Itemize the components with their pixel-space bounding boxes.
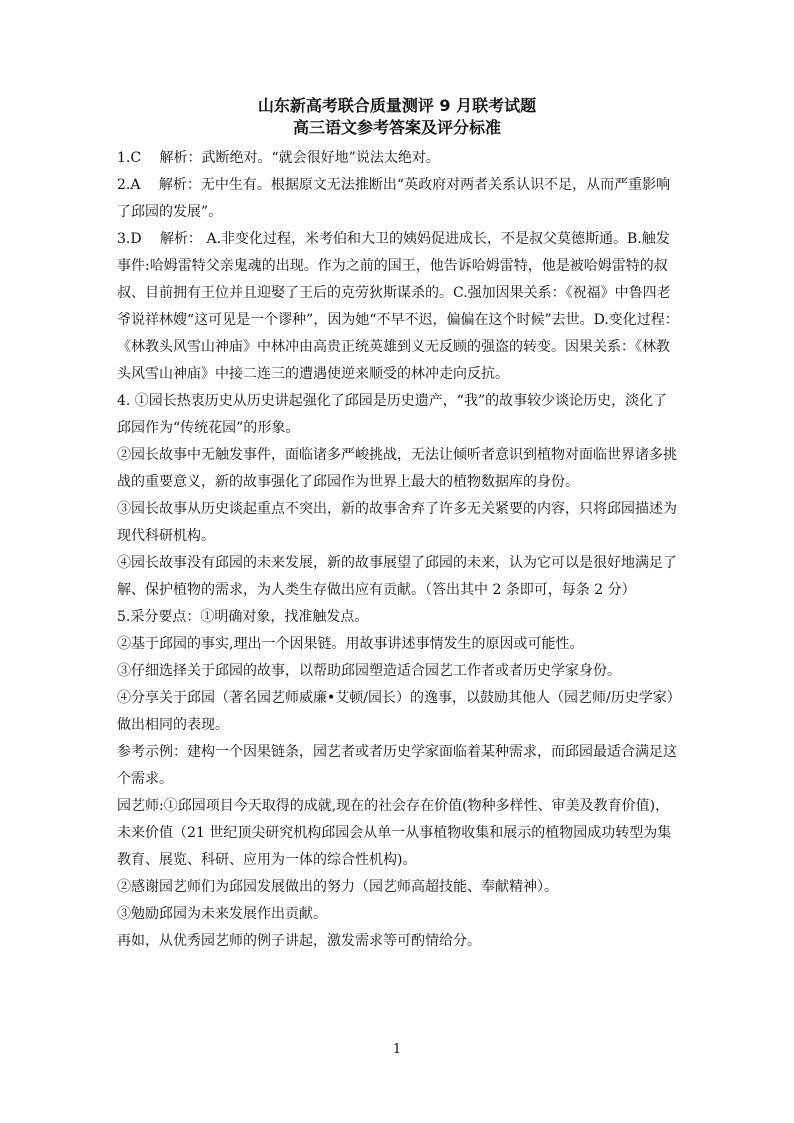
answer-2: 2.A 解析：无中生有。根据原文无法推断出“英政府对两者关系认识不足，从而严重影响了邱园的发展”。 xyxy=(117,177,671,220)
gardener-point-3: ③勉励邱园为未来发展作出贡献。 xyxy=(117,906,327,922)
alternative-note: 再如，从优秀园艺师的例子讲起，激发需求等可酌情给分。 xyxy=(117,933,481,949)
answer-3: 3.D 解析： A.非变化过程，米考伯和大卫的姨妈促进成长，不是叔父莫德斯通。B.触发事件:哈姆雷特父亲鬼魂的出现。作为之前的国王，他告诉哈姆雷特，他是被哈姆雷特的叔叔、目前拥有王位并且迎娶了王后的克劳狄斯谋杀的。C.强加因果关系：《祝福》中鲁四老爷说祥林嫂“这可见是一个谬种”，因为她“不早不迟，偏偏在这个时候”去世。D.变化过程：《林教头风雪山神庙》中林冲由高贵正统英雄到义无反顾的强盗的转变。因果关系：《林教头风雪山神庙》中接二连三的遭遇使逆来顺受的林冲走向反抗。 xyxy=(117,231,679,382)
gardener-point-1: 园艺师:①邱园项目今天取得的成就,现在的社会存在价值(物种多样性、审美及教育价值)，未来价值（21 世纪顶尖研究机构邱园会从单一从事植物收集和展示的植物园成功转型为集教育、展览、科研、应用为一体的综合性机构)。 xyxy=(117,798,672,868)
gardener-point-2: ②感谢园艺师们为邱园发展做出的努力（园艺师高超技能、奉献精神）。 xyxy=(117,879,558,895)
answer-5-point-3: ③仔细选择关于邱园的故事，以帮助邱园塑造适合园艺工作者或者历史学家身份。 xyxy=(117,663,621,679)
answer-5-point-2: ②基于邱园的事实,理出一个因果链。用故事讲述事情发生的原因或可能性。 xyxy=(117,636,584,652)
reference-example: 参考示例：建构一个因果链条，园艺者或者历史学家面临着某种需求，而邱园最适合满足这个需求。 xyxy=(117,744,677,787)
answer-5-point-4: ④分享关于邱园（著名园艺师威廉•艾顿/园长）的逸事，以鼓励其他人（园艺师/历史学家）做出相同的表现。 xyxy=(117,690,674,733)
answer-4-point-3: ③园长故事从历史谈起重点不突出，新的故事舍弃了许多无关紧要的内容，只将邱园描述为现代科研机构。 xyxy=(117,501,677,544)
answer-content xyxy=(117,145,679,955)
answer-5-point-1: 5.采分要点：①明确对象，找准触发点。 xyxy=(117,609,369,625)
answer-4-point-2: ②园长故事中无触发事件，面临诸多严峻挑战，无法让倾听者意识到植物对面临世界诸多挑战的重要意义，新的故事强化了邱园作为世界上最大的植物数据库的身份。 xyxy=(117,447,677,490)
document-subtitle: 高三语文参考答案及评分标准 xyxy=(292,118,501,137)
page-number: 1 xyxy=(392,1042,402,1057)
answer-1: 1.C 解析：武断绝对。“就会很好地”说法太绝对。 xyxy=(117,150,440,166)
answer-4-point-1: 4. ①园长热衷历史从历史讲起强化了邱园是历史遗产，“我”的故事较少谈论历史，淡化了邱园作为“传统花园”的形象。 xyxy=(117,393,668,436)
document-title: 山东新高考联合质量测评 9 月联考试题 xyxy=(257,96,537,115)
answer-4-point-4: ④园长故事没有邱园的未来发展，新的故事展望了邱园的未来，认为它可以是很好地满足了解、保护植物的需求，为人类生存做出应有贡献。（答出其中 2 条即可，每条 2 分） xyxy=(117,555,677,598)
